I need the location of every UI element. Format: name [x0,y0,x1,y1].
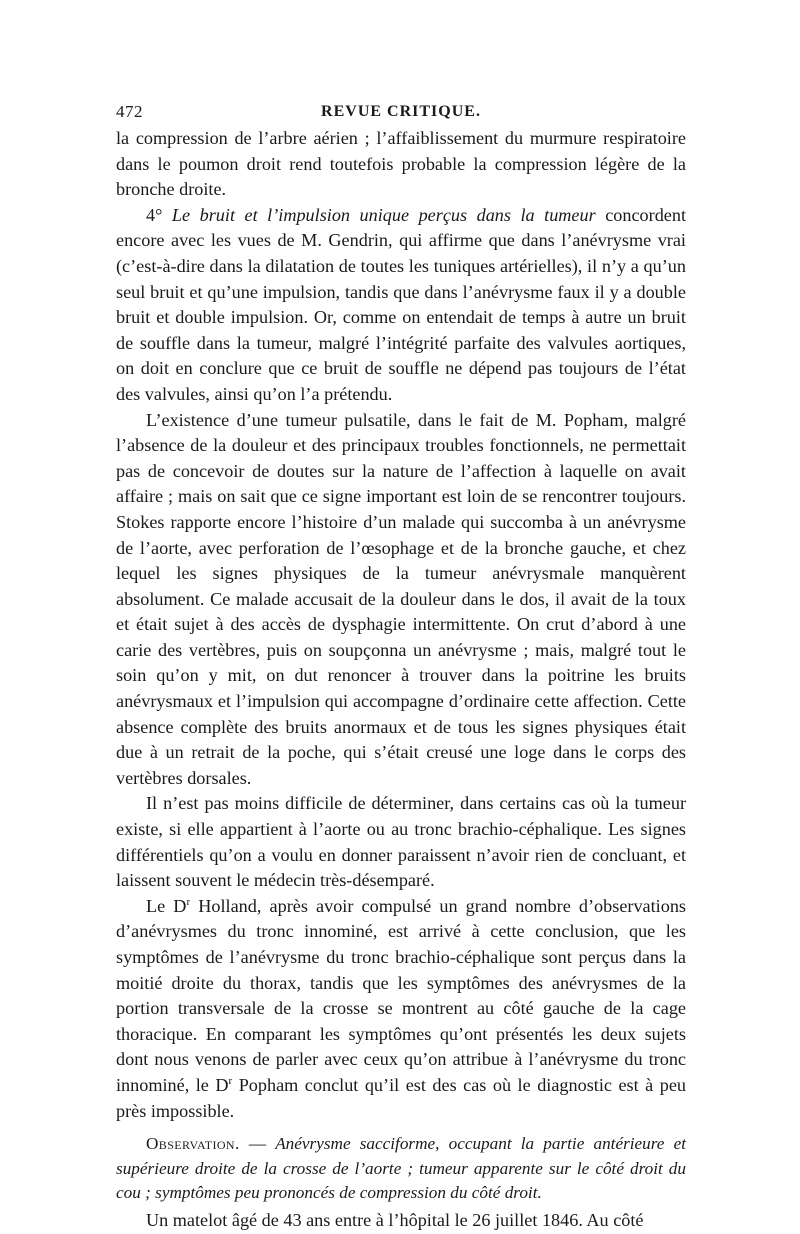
observation-dash: — [239,1134,276,1154]
superscript: r [186,895,191,908]
paragraph-text: Le D [146,895,187,916]
observation-label: Observation. [146,1134,240,1154]
page-header [116,98,686,126]
observation-heading [116,1132,686,1206]
paragraph-text: concordent encore avec les vues de M. Gendrin, qui affirme que dans l’anévrysme vrai (c’est-à-dire dans la dilatation de toutes les tuniques artérielles), il n’y a qu’un seul bruit et qu’une impulsion, tandis que dans l’anévrysme faux il y a double bruit et double impulsion. Or, comme on entendait de temps à autre un bruit de souffle dans la tumeur, malgré l’intégrité parfaite des valvules aortiques, on doit en conclure que ce bruit de souffle ne dépend pas toujours de l’état des valvules, ainsi qu’on l’a prétendu. [116,204,687,404]
paragraph-6 [116,1208,686,1234]
superscript: r [228,1074,233,1087]
section-heading: Le bruit et l’impulsion unique perçus dans la tumeur [171,204,596,225]
page-number: 472 [116,102,143,121]
paragraph-text: Holland, après avoir compulsé un grand nombre d’observations d’anévrysmes du tronc innominé, est arrivé à cette conclusion, que les symptômes de l’anévrysme du tronc brachio-céphalique sont perçus dans la moitié droite du thorax, tandis que les symptômes des anévrysmes de la portion transversale de la crosse se montrent au côté gauche de la cage thoracique. En comparant les symptômes qu’ont présentés les deux sujets dont nous venons de parler avec ceux qu’on attribue à l’anévrysme du tronc innominé, le D [116,895,686,1095]
section-number: 4° [146,204,172,225]
paragraph-2 [116,203,686,408]
paragraph-4 [116,791,686,893]
paragraph-text: Il n’est pas moins difficile de déterminer, dans certains cas où la tumeur existe, si elle appartient à l’aorte ou au tronc brachio-céphalique. Les signes différentiels qu’on a voulu en donner paraissent n’avoir rien de concluant, et laissent souvent le médecin très-désemparé. [116,793,686,891]
paragraph-1 [116,126,686,203]
paragraph-text: Un matelot âgé de 43 ans entre à l’hôpital le 26 juillet 1846. Au côté [146,1209,644,1230]
paragraph-text: la compression de l’arbre aérien ; l’affaiblissement du murmure respiratoire dans le poumon droit rend toutefois probable la compression légère de la bronche droite. [116,128,686,200]
observation-title: Anévrysme sacciforme, occupant la partie antérieure et supérieure droite de la crosse de l’aorte ; tumeur apparente sur le côté droit du cou ; symptômes peu prononcés de compression du côté droit. [116,1134,686,1203]
paragraph-text: Popham conclut qu’il est des cas où le diagnostic est à peu près impossible. [116,1074,686,1121]
paragraph-text: L’existence d’une tumeur pulsatile, dans le fait de M. Popham, malgré l’absence de la douleur et des principaux troubles fonctionnels, ne permettait pas de concevoir de doutes sur la nature de l’affection à laquelle on avait affaire ; mais on sait que ce signe important est loin de se rencontrer toujours. Stokes rapporte encore l’histoire d’un malade qui succomba à un anévrysme de l’aorte, avec perforation de l’œsophage et de la bronche gauche, et chez lequel les signes physiques de la tumeur anévrysmale manquèrent absolument. Ce malade accusait de la douleur dans le dos, il avait de la toux et était sujet à des accès de dysphagie intermittente. On crut d’abord à une carie des vertèbres, puis on soupçonna un anévrysme ; mais, malgré tout le soin qu’on y mit, on dut renoncer à trouver dans la poitrine les bruits anévrysmaux et l’impulsion qui accompagne d’ordinaire cette affection. Cette absence complète des bruits anormaux et de tous les signes physiques était due à un retrait de la poche, qui s’était creusé une loge dans le corps des vertèbres dorsales. [116,409,686,788]
document-page [116,98,686,1234]
paragraph-3 [116,408,686,792]
paragraph-5 [116,894,686,1124]
running-head: REVUE CRITIQUE. [321,103,481,120]
